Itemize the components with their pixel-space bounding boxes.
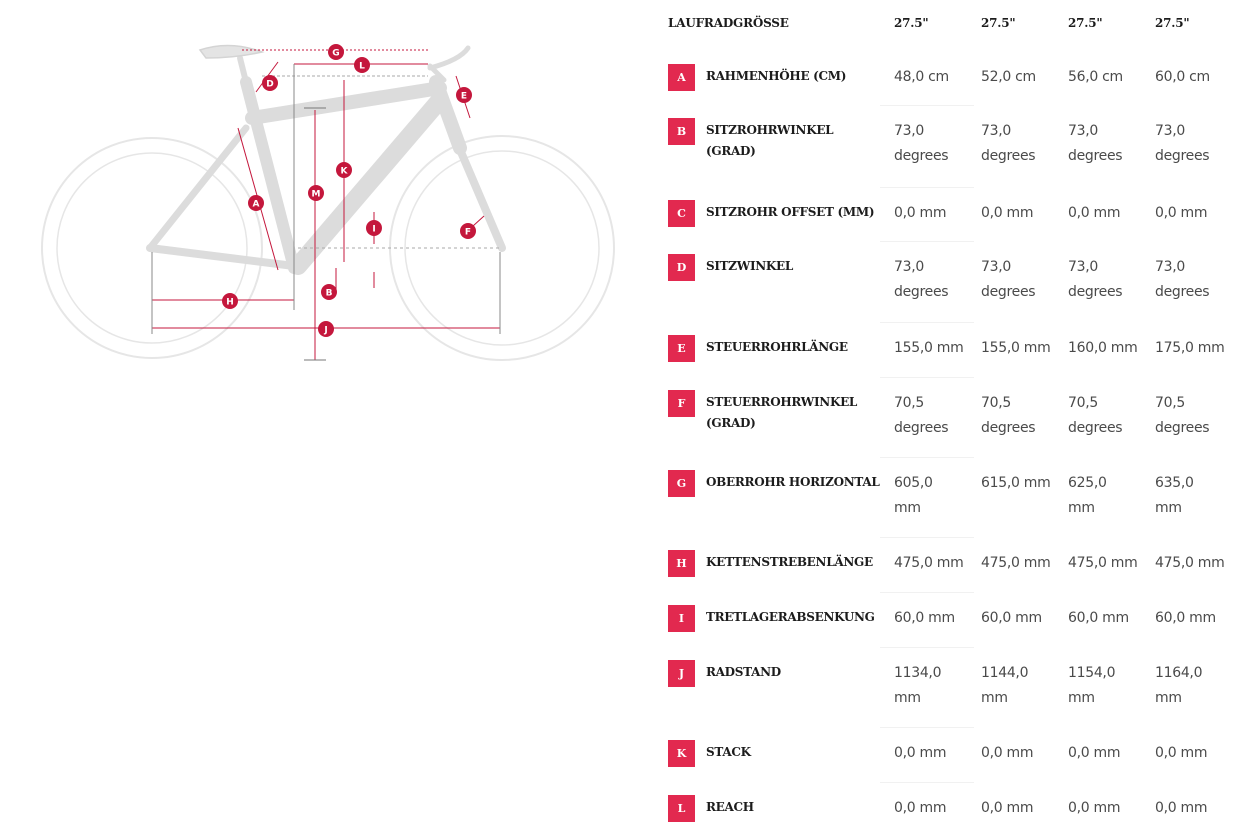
row-value-col-4: 0,0 mm xyxy=(1155,745,1208,761)
row-value-col-4: 475,0 mm xyxy=(1155,555,1225,571)
row-divider xyxy=(880,592,974,593)
marker-letter: D xyxy=(266,79,274,90)
row-divider xyxy=(880,457,974,458)
row-value-col-3: 625,0 mm xyxy=(1068,475,1107,516)
row-label: STEUERROHRLÄNGE xyxy=(706,340,848,354)
marker-letter: I xyxy=(372,224,376,235)
marker-letter: K xyxy=(340,166,348,177)
row-badge-i: I xyxy=(668,605,695,632)
row-value-col-1: 0,0 mm xyxy=(894,205,947,221)
down-tube xyxy=(298,100,440,266)
seat-post xyxy=(240,58,246,82)
seat-stay xyxy=(150,128,246,248)
marker-letter: A xyxy=(252,199,260,210)
row-value-col-3: 0,0 mm xyxy=(1068,205,1121,221)
row-value-col-3: 70,5 degrees xyxy=(1068,395,1123,436)
row-value-col-3: 56,0 cm xyxy=(1068,69,1123,85)
marker-i xyxy=(366,220,382,236)
row-value-col-3: 475,0 mm xyxy=(1068,555,1138,571)
row-value-col-2: 60,0 mm xyxy=(981,610,1042,626)
marker-a xyxy=(248,195,264,211)
row-value-col-2: 73,0 degrees xyxy=(981,259,1036,300)
row-label: RAHMENHÖHE (CM) xyxy=(706,69,847,83)
row-divider xyxy=(880,241,974,242)
row-divider xyxy=(880,377,974,378)
row-value-col-4: 73,0 degrees xyxy=(1155,259,1210,300)
row-label: TRETLAGERABSENKUNG xyxy=(706,610,875,624)
row-value-col-1: 0,0 mm xyxy=(894,800,947,816)
row-badge-c: C xyxy=(668,200,695,227)
row-label: KETTENSTREBENLÄNGE xyxy=(706,555,873,569)
row-value-col-2: 615,0 mm xyxy=(981,475,1051,491)
row-divider xyxy=(880,105,974,106)
row-divider xyxy=(880,322,974,323)
bike-geometry-diagram xyxy=(35,36,625,372)
row-badge-a: A xyxy=(668,64,695,91)
bike-geometry-svg xyxy=(35,36,625,372)
row-value-col-1: 475,0 mm xyxy=(894,555,964,571)
row-value-col-3: 1154,0 mm xyxy=(1068,665,1116,706)
row-label: RADSTAND xyxy=(706,665,781,679)
row-divider xyxy=(880,187,974,188)
row-value-col-2: 155,0 mm xyxy=(981,340,1051,356)
row-value-col-1: 60,0 mm xyxy=(894,610,955,626)
row-badge-l: L xyxy=(668,795,695,822)
marker-letter: G xyxy=(332,48,340,59)
marker-letter: J xyxy=(324,325,328,336)
row-badge-f: F xyxy=(668,390,695,417)
row-badge-e: E xyxy=(668,335,695,362)
row-label: STACK xyxy=(706,745,751,759)
row-value-col-4: 73,0 degrees xyxy=(1155,123,1210,164)
bike-frame xyxy=(150,45,502,268)
marker-h xyxy=(222,293,238,309)
row-value-col-3: 73,0 degrees xyxy=(1068,123,1123,164)
row-value-col-4: 1164,0 mm xyxy=(1155,665,1203,706)
row-label: STEUERROHRWINKEL (GRAD) xyxy=(706,395,858,430)
header-wheel-size-label: LAUFRADGRÖSSE xyxy=(668,16,789,30)
row-value-col-3: 0,0 mm xyxy=(1068,745,1121,761)
row-badge-h: H xyxy=(668,550,695,577)
row-value-col-2: 70,5 degrees xyxy=(981,395,1036,436)
row-value-col-4: 70,5 degrees xyxy=(1155,395,1210,436)
row-value-col-1: 48,0 cm xyxy=(894,69,949,85)
row-value-col-3: 0,0 mm xyxy=(1068,800,1121,816)
row-badge-g: G xyxy=(668,470,695,497)
marker-letter: M xyxy=(311,189,321,200)
row-value-col-1: 155,0 mm xyxy=(894,340,964,356)
row-value-col-2: 1144,0 mm xyxy=(981,665,1029,706)
handlebar xyxy=(430,48,468,80)
marker-b xyxy=(321,284,337,300)
row-value-col-4: 60,0 mm xyxy=(1155,610,1216,626)
row-label: SITZROHRWINKEL (GRAD) xyxy=(706,123,834,158)
row-value-col-4: 60,0 cm xyxy=(1155,69,1210,85)
row-badge-d: D xyxy=(668,254,695,281)
marker-e xyxy=(456,87,472,103)
header-size-2: 27.5" xyxy=(981,16,1016,30)
marker-letter: E xyxy=(460,91,468,102)
top-tube xyxy=(252,88,440,118)
row-value-col-2: 475,0 mm xyxy=(981,555,1051,571)
marker-k xyxy=(336,162,352,178)
row-label: OBERROHR HORIZONTAL xyxy=(706,475,880,489)
row-value-col-1: 73,0 degrees xyxy=(894,259,949,300)
marker-f xyxy=(460,223,476,239)
marker-j xyxy=(318,321,334,337)
row-value-col-1: 70,5 degrees xyxy=(894,395,949,436)
row-value-col-1: 0,0 mm xyxy=(894,745,947,761)
row-value-col-2: 0,0 mm xyxy=(981,205,1034,221)
header-size-4: 27.5" xyxy=(1155,16,1190,30)
row-value-col-3: 60,0 mm xyxy=(1068,610,1129,626)
row-value-col-2: 73,0 degrees xyxy=(981,123,1036,164)
row-divider xyxy=(880,782,974,783)
row-badge-k: K xyxy=(668,740,695,767)
row-value-col-1: 605,0 mm xyxy=(894,475,933,516)
header-size-1: 27.5" xyxy=(894,16,929,30)
row-divider xyxy=(880,727,974,728)
row-value-col-1: 1134,0 mm xyxy=(894,665,942,706)
marker-letter: B xyxy=(325,288,333,299)
row-badge-b: B xyxy=(668,118,695,145)
row-value-col-4: 175,0 mm xyxy=(1155,340,1225,356)
marker-letter: L xyxy=(359,61,365,72)
row-label: SITZWINKEL xyxy=(706,259,794,273)
row-value-col-4: 0,0 mm xyxy=(1155,205,1208,221)
row-label: REACH xyxy=(706,800,754,814)
marker-l xyxy=(354,57,370,73)
marker-g xyxy=(328,44,344,60)
row-value-col-3: 160,0 mm xyxy=(1068,340,1138,356)
marker-m xyxy=(308,185,324,201)
row-value-col-4: 635,0 mm xyxy=(1155,475,1194,516)
marker-letter: F xyxy=(464,227,472,238)
marker-d xyxy=(262,75,278,91)
row-divider xyxy=(880,537,974,538)
row-value-col-3: 73,0 degrees xyxy=(1068,259,1123,300)
row-label: SITZROHR OFFSET (MM) xyxy=(706,205,875,219)
marker-letter: H xyxy=(226,297,234,308)
row-badge-j: J xyxy=(668,660,695,687)
row-value-col-2: 52,0 cm xyxy=(981,69,1036,85)
row-value-col-1: 73,0 degrees xyxy=(894,123,949,164)
header-size-3: 27.5" xyxy=(1068,16,1103,30)
row-divider xyxy=(880,647,974,648)
head-tube xyxy=(436,82,460,148)
row-value-col-2: 0,0 mm xyxy=(981,745,1034,761)
row-value-col-2: 0,0 mm xyxy=(981,800,1034,816)
saddle xyxy=(200,45,262,58)
row-value-col-4: 0,0 mm xyxy=(1155,800,1208,816)
